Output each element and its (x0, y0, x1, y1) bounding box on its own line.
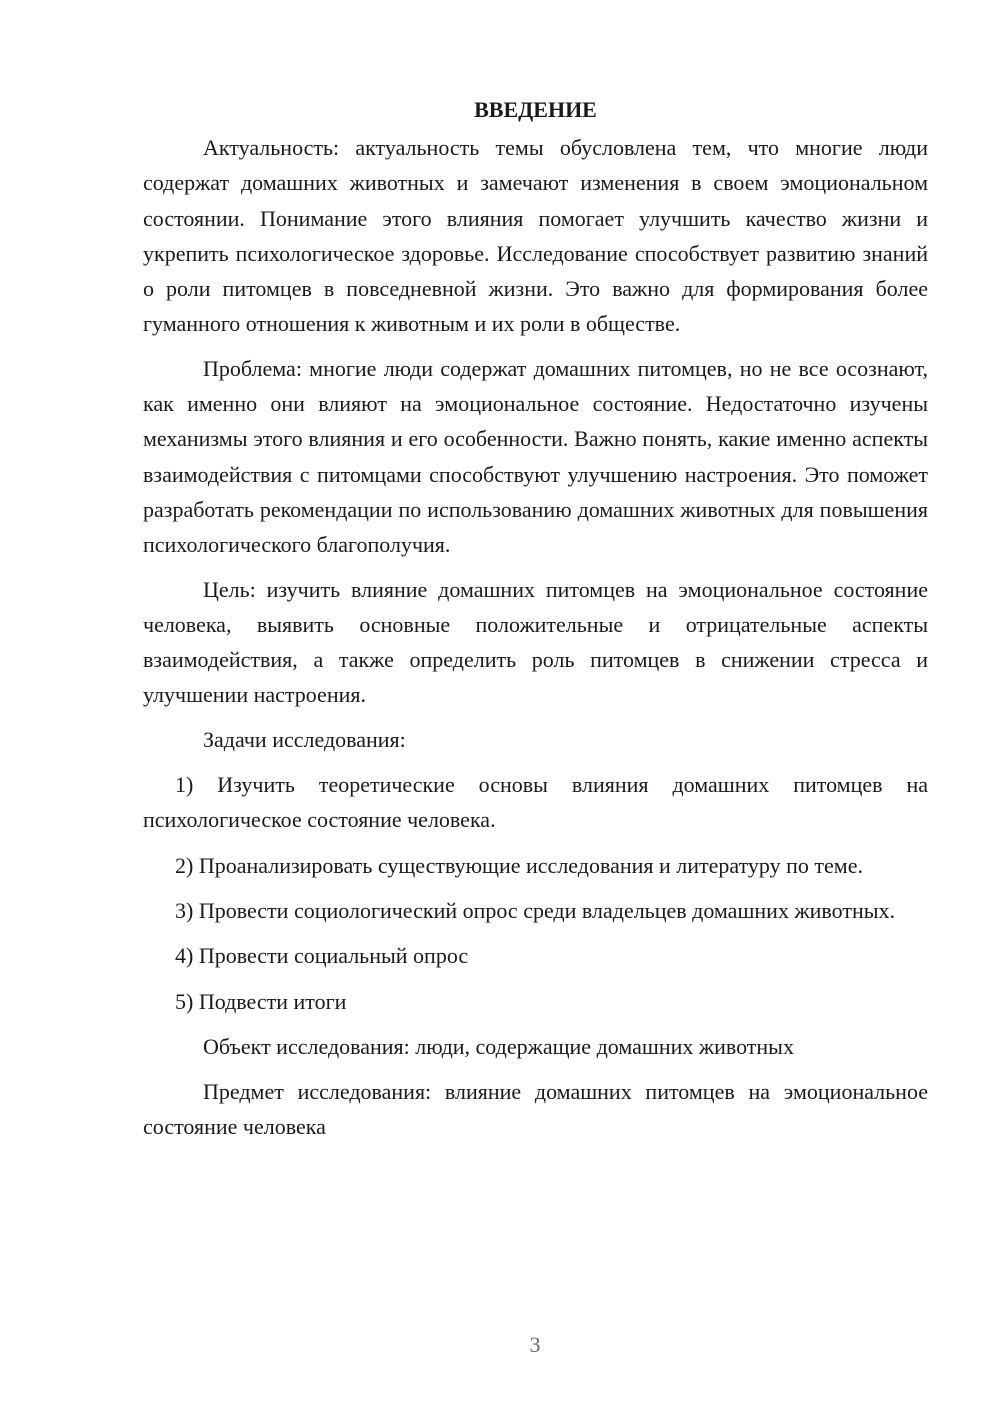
task-item-5: 5) Подвести итоги (175, 988, 347, 1014)
page-content (143, 94, 928, 1154)
research-object: Объект исследования: люди, содержащие домашних животных (203, 1033, 794, 1059)
task-item-3: 3) Провести социологический опрос среди владельцев домашних животных. (175, 897, 896, 923)
task-item-1: 1) Изучить теоретические основы влияния домашних питомцев на психологическое состояние человека. (143, 772, 928, 833)
task-item-2: 2) Проанализировать существующие исследования и литературу по теме. (175, 852, 863, 878)
problem-paragraph: Проблема: многие люди содержат домашних питомцев, но не все осознают, как именно они влияют на эмоциональное состояние. Недостаточно изучены механизмы этого влияния и его особенности. Важно понять, какие именно аспекты взаимодействия с питомцами способствуют улучшению настроения. Это поможет разработать рекомендации по использованию домашних животных для повышения психологического благополучия. (143, 355, 928, 558)
goal-paragraph: Цель: изучить влияние домашних питомцев на эмоциональное состояние человека, выявить основные положительные и отрицательные аспекты взаимодействия, а также определить роль питомцев в снижении стресса и улучшении настроения. (143, 576, 928, 708)
page-number: 3 (529, 1332, 541, 1357)
relevance-paragraph: Актуальность: актуальность темы обусловлена тем, что многие люди содержат домашних животных и замечают изменения в своем эмоциональном состоянии. Понимание этого влияния помогает улучшить качество жизни и укрепить психологическое здоровье. Исследование способствует развитию знаний о роли питомцев в повседневной жизни. Это важно для формирования более гуманного отношения к животным и их роли в обществе. (143, 135, 928, 337)
task-item-4: 4) Провести социальный опрос (175, 943, 469, 969)
tasks-heading: Задачи исследования: (203, 726, 406, 752)
page-title: ВВЕДЕНИЕ (474, 97, 597, 122)
research-subject: Предмет исследования: влияние домашних питомцев на эмоциональное состояние человека (143, 1079, 928, 1140)
